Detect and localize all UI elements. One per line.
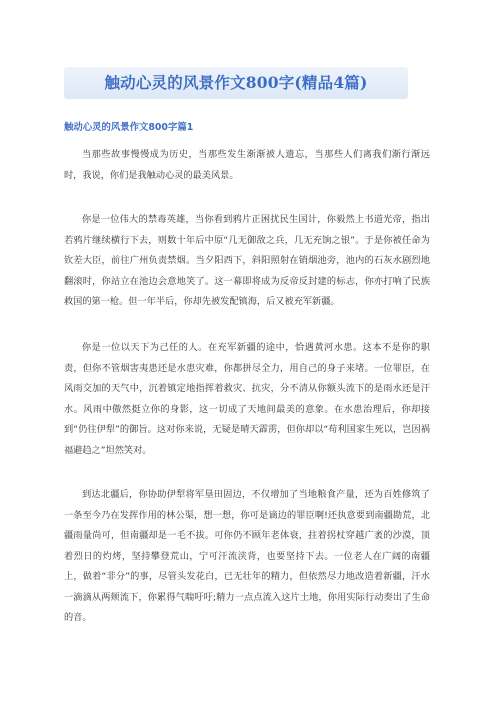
- paragraph-3: 你是一位以天下为己任的人。在充军新疆的途中，恰遇黄河水患。这本不是你的职责，但你不管烟害夷患还是水患灾难，你都拼尽全力，用自己的身子来堵。一位罪臣，在风雨交加的天气中，沉着镇定地指挥着救灾、抗灾，分不清从你额头流下的是雨水还是汗水。风雨中傲然挺立你的身影，这一切成了天地间最美的意象。在水患治理后，你却接到“仍往伊犁”的御旨。这对你来说，无疑是晴天霹雳，但你却以“苟利国家生死以，岂因祸福避趋之”坦然笑对。: [64, 342, 430, 456]
- section-heading: 触动心灵的风景作文800字篇1: [64, 122, 194, 133]
- document-title: 触动心灵的风景作文800字(精品4篇): [104, 73, 368, 92]
- paragraph-4: 到达北疆后，你协助伊犁将军垦田固边，不仅增加了当地粮食产量，还为百姓修筑了一条至今乃在发挥作用的林公渠，想一想，你可是谪边的罪臣啊!还执意要到南疆勘荒，北疆雨量尚可，但南疆却是一毛不拔。可你仍不顾年老体衰，拄着拐杖穿越广袤的沙漠，顶着烈日的灼烤，坚持攀登荒山，宁可汗流浃背，也要坚持下去。一位老人在广阔的南疆上，做着“非分”的事，尽管头发花白，已无壮年的精力，但依然尽力地改造着新疆，汗水一滴滴从两颊流下，你累得气喘吁吁;精力一点点流入这片土地，你用实际行动奏出了生命的音。: [64, 489, 430, 623]
- paragraph-2: 你是一位伟大的禁毒英雄，当你看到鸦片正困扰民生国计，你毅然上书道光帝，指出若鸦片继续横行下去，则数十年后中原“几无御敌之兵，几无充饷之银”。于是你被任命为钦差大臣，前往广州负责禁烟。当夕阳西下，斜阳照射在销烟池旁，池内的石灰水剧烈地翻滚时，你站立在池边会意地笑了。这一幕即将成为反帝反封建的标志，你亦打响了民族救国的第一枪。但一年半后，你却先被发配镇海，后又被充军新疆。: [64, 214, 430, 307]
- paragraph-1: 当那些故事慢慢成为历史，当那些发生渐渐被人遗忘，当那些人们离我们渐行渐远时，我说，你们是我触动心灵的最美风景。: [64, 149, 430, 181]
